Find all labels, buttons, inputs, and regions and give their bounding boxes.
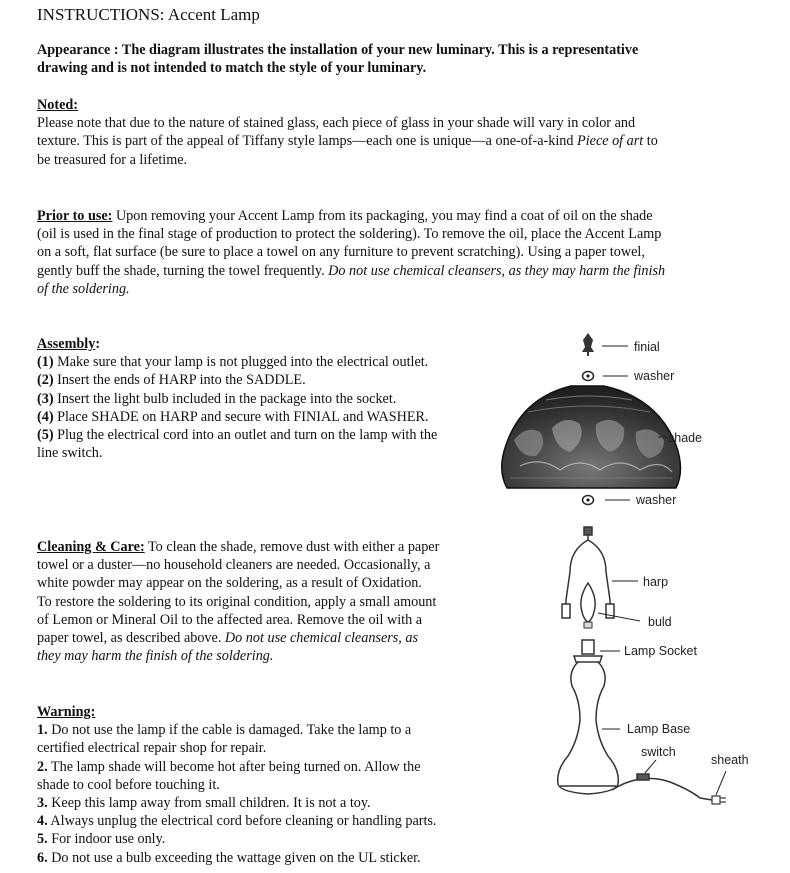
label-switch: switch xyxy=(641,745,676,759)
washer-bottom-icon xyxy=(583,496,594,505)
warning-item: 2. The lamp shade will become hot after being turned on. Allow the xyxy=(37,758,421,775)
cleaning-line-1: Cleaning & Care: To clean the shade, remove dust with either a paper xyxy=(37,539,440,555)
assembly-step: (4) Place SHADE on HARP and secure with FINIAL and WASHER. xyxy=(37,408,429,425)
warning-item: 3. Keep this lamp away from small children. It is not a toy. xyxy=(37,795,371,812)
finial-icon xyxy=(582,333,594,356)
washer-top-icon xyxy=(583,372,594,381)
assembly-section: Assembly: (1) Make sure that your lamp is not plugged into the electrical outlet. (2) Insert the ends of HARP into the SADDLE. (3) Insert the light bulb included in the package into the socket. (4) Place SHADE on HARP and secure with FINIAL and WASHER. (5) Plug the electrical cord into an outlet and turn on the lamp with the line switch. xyxy=(37,335,497,462)
cleaning-heading: Cleaning & Care: xyxy=(37,539,145,555)
appearance-line-1: Appearance : The diagram illustrates the installation of your new luminary. This is a representative xyxy=(37,42,639,58)
prior-line-5: of the soldering. xyxy=(37,280,130,297)
socket-illustration xyxy=(574,640,602,662)
assembly-step: (2) Insert the ends of HARP into the SADDLE. xyxy=(37,372,306,389)
bulb-illustration xyxy=(581,583,595,628)
label-harp: harp xyxy=(643,575,669,589)
cleaning-line-2: towel or a duster—no household cleaners are needed. Occasionally, a xyxy=(37,557,431,574)
warning-item: 1. Do not use the lamp if the cable is damaged. Take the lamp to a xyxy=(37,722,412,739)
warning-item: 6. Do not use a bulb exceeding the wattage given on the UL sticker. xyxy=(37,849,421,866)
prior-heading: Prior to use: xyxy=(37,208,113,224)
assembly-heading: Assembly xyxy=(37,336,96,352)
appearance-line-2: drawing and is not intended to match the style of your luminary. xyxy=(37,60,427,77)
assembly-step: (5) Plug the electrical cord into an outlet and turn on the lamp with the xyxy=(37,427,438,444)
warning-heading: Warning: xyxy=(37,704,96,720)
piece-of-art-text: Piece of art xyxy=(577,133,644,150)
shade-illustration xyxy=(502,386,681,488)
assembly-step-5-cont: line switch. xyxy=(37,445,103,462)
label-washer-top: washer xyxy=(634,369,675,383)
prior-line-3: on a soft, flat surface (be sure to place a towel on any furniture to prevent scratching). Using a paper towel, xyxy=(37,244,645,261)
noted-line-2: texture. This is part of the appeal of Tiffany style lamps—each one is unique—a one-of-a-kind Piece of art to xyxy=(37,133,658,150)
assembly-step: (1) Make sure that your lamp is not plugged into the electrical outlet. xyxy=(37,354,429,371)
warning-item-cont: certified electrical repair shop for repair. xyxy=(37,740,267,757)
label-shade: shade xyxy=(668,431,703,445)
warning-item-cont: shade to cool before touching it. xyxy=(37,776,220,793)
label-buld: buld xyxy=(648,615,672,629)
plug-icon xyxy=(712,796,726,804)
prior-line-2: (oil is used in the final stage of production to protect the soldering). To remove the oil, place the Accent Lamp xyxy=(37,226,662,243)
cleaning-line-6: paper towel, as described above. Do not use chemical cleansers, as xyxy=(37,630,418,647)
cleaning-line-4: To restore the soldering to its original condition, apply a small amount xyxy=(37,593,437,610)
warning-item: 4. Always unplug the electrical cord before cleaning or handling parts. xyxy=(37,813,437,830)
label-finial: finial xyxy=(634,340,660,354)
noted-line-3: be treasured for a lifetime. xyxy=(37,151,188,168)
base-illustration xyxy=(558,662,619,794)
switch-icon xyxy=(637,774,649,780)
assembly-step: (3) Insert the light bulb included in the package into the socket. xyxy=(37,390,397,407)
label-sheath: sheath xyxy=(711,753,749,767)
noted-heading: Noted: xyxy=(37,97,78,113)
noted-line-1: Please note that due to the nature of stained glass, each piece of glass in your shade will vary in color and xyxy=(37,115,636,132)
cord-illustration xyxy=(612,774,712,800)
prior-line-4: gently buff the shade, turning the towel frequently. Do not use chemical cleansers, as they may harm the finish xyxy=(37,262,666,279)
warning-item: 5. For indoor use only. xyxy=(37,831,166,848)
prior-line-1: Prior to use: Upon removing your Accent Lamp from its packaging, you may find a coat of oil on the shade xyxy=(37,208,653,224)
label-washer-bottom: washer xyxy=(636,493,677,507)
cleaning-line-3: white powder may appear on the soldering, as a result of Oxidation. xyxy=(37,575,422,592)
cleaning-line-7: they may harm the finish of the soldering. xyxy=(37,648,274,665)
label-lamp-base: Lamp Base xyxy=(627,722,691,736)
page-title: INSTRUCTIONS: Accent Lamp xyxy=(37,5,260,24)
label-lamp-socket: Lamp Socket xyxy=(624,644,697,658)
cleaning-line-5: of Lemon or Mineral Oil to the affected area. Remove the oil with a xyxy=(37,611,423,628)
